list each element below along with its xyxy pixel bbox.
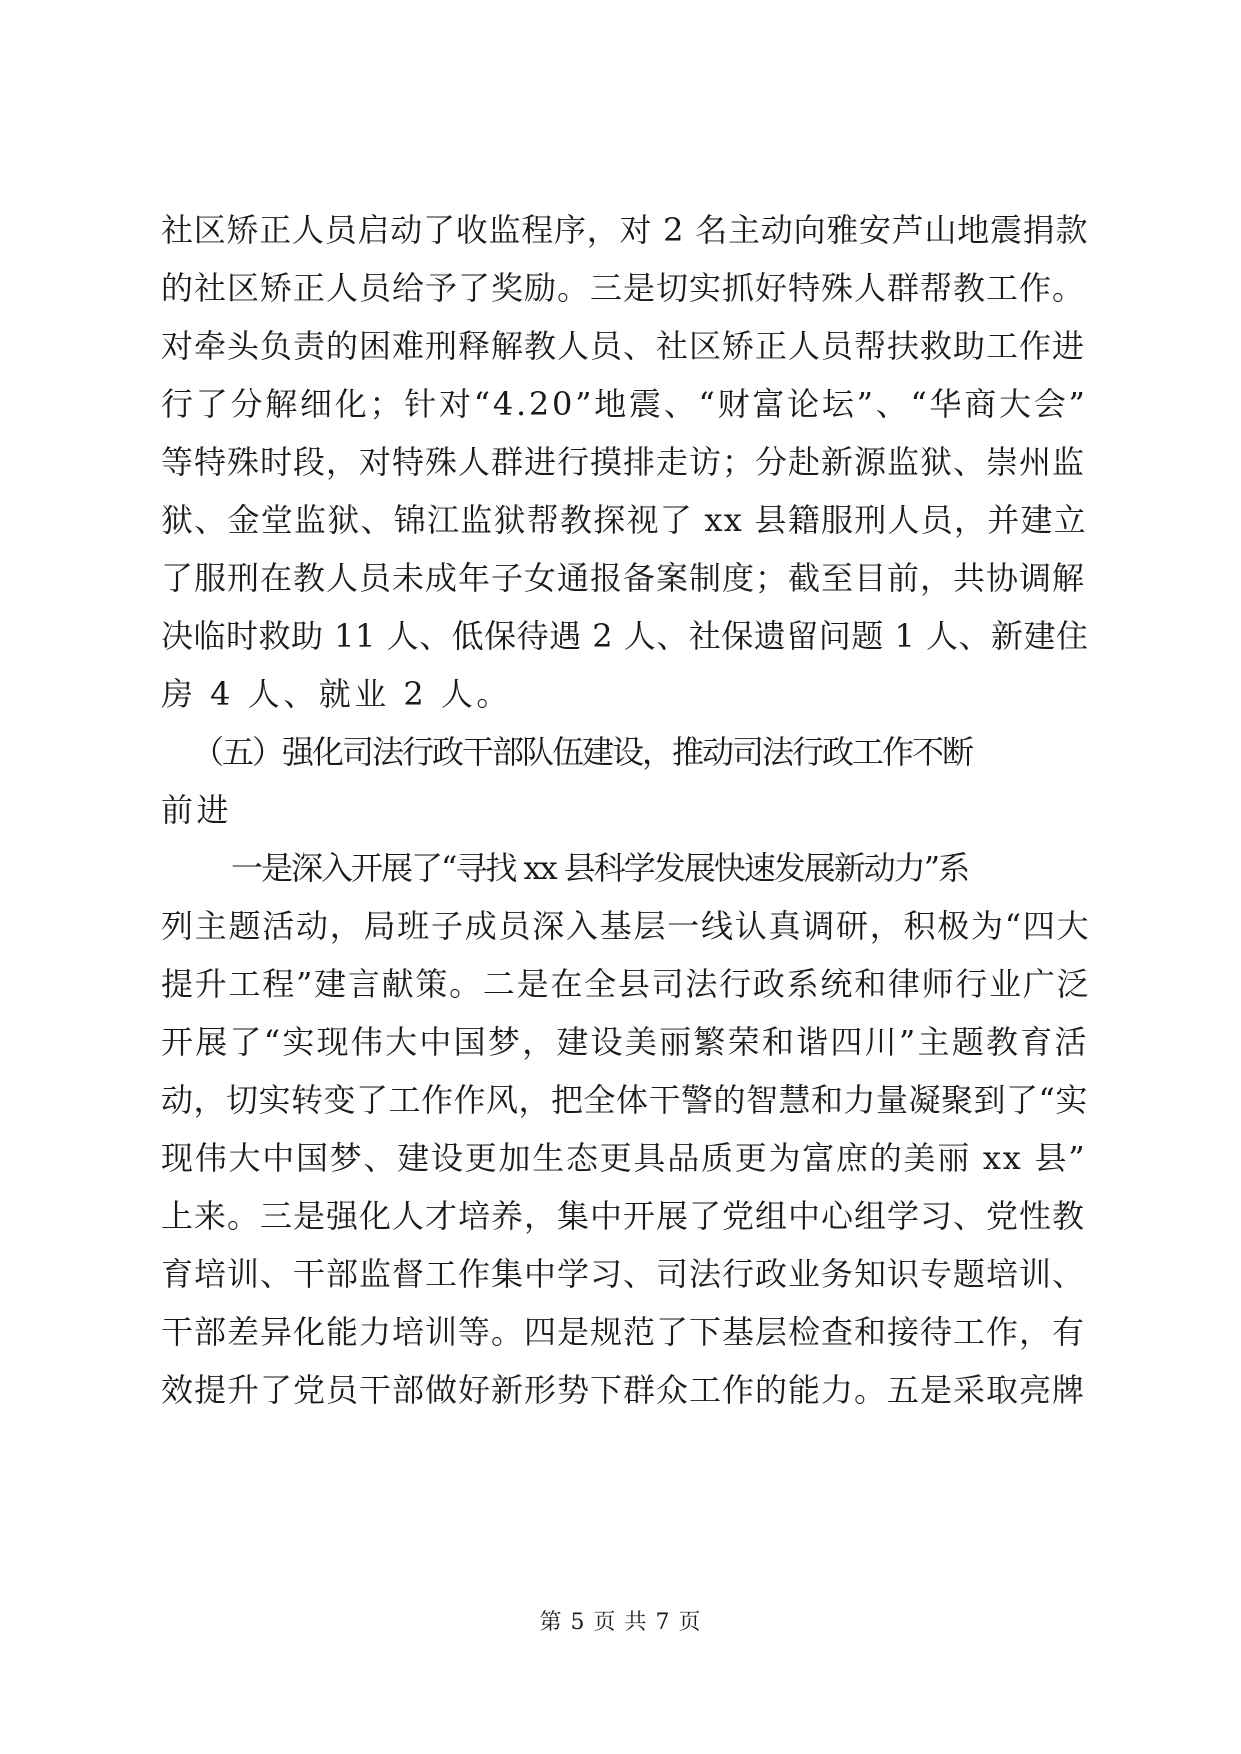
body-line-3: 对牵头负责的困难刑释解教人员、社区矫正人员帮扶救助工作进 <box>161 327 1086 365</box>
body-line-14: 提升工程”建言献策。二是在全县司法行政系统和律师行业广泛 <box>161 965 1091 1003</box>
body-line-17: 现伟大中国梦、建设更加生态更具品质更为富庶的美丽 xx 县” <box>161 1139 1087 1177</box>
page-number-footer: 第 5 页 共 7 页 <box>539 1610 702 1635</box>
body-line-19: 育培训、干部监督工作集中学习、司法行政业务知识专题培训、 <box>161 1255 1086 1293</box>
paragraph-first-line: 一是深入开展了“寻找 xx 县科学发展快速发展新动力”系 <box>231 849 969 887</box>
body-line-2: 的社区矫正人员给予了奖励。三是切实抓好特殊人群帮教工作。 <box>161 269 1086 307</box>
body-line-20: 干部差异化能力培训等。四是规范了下基层检查和接待工作，有 <box>161 1313 1086 1351</box>
body-line-15: 开展了“实现伟大中国梦，建设美丽繁荣和谐四川”主题教育活 <box>161 1023 1089 1061</box>
body-line-8: 决临时救助 11 人、低保待遇 2 人、社保遗留问题 1 人、新建住 <box>161 617 1089 655</box>
body-line-21: 效提升了党员干部做好新形势下群众工作的能力。五是采取亮牌 <box>161 1371 1086 1409</box>
body-line-13: 列主题活动，局班子成员深入基层一线认真调研，积极为“四大 <box>161 907 1091 945</box>
body-line-6: 狱、金堂监狱、锦江监狱帮教探视了 xx 县籍服刑人员，并建立 <box>161 501 1087 539</box>
section-heading-continuation: 前进 <box>161 791 233 829</box>
section-heading: （五）强化司法行政干部队伍建设，推动司法行政工作不断 <box>192 733 973 771</box>
body-line-4: 行了分解细化；针对“4.20”地震、“财富论坛”、“华商大会” <box>161 385 1088 423</box>
body-line-7: 了服刑在教人员未成年子女通报备案制度；截至目前，共协调解 <box>161 559 1086 597</box>
body-line-18: 上来。三是强化人才培养，集中开展了党组中心组学习、党性教 <box>161 1197 1086 1235</box>
body-line-5: 等特殊时段，对特殊人群进行摸排走访；分赴新源监狱、崇州监 <box>161 443 1086 481</box>
body-line-16: 动，切实转变了工作作风，把全体干警的智慧和力量凝聚到了“实 <box>161 1081 1088 1119</box>
body-line-9: 房 4 人、就业 2 人。 <box>161 675 512 713</box>
body-line-1: 社区矫正人员启动了收监程序，对 2 名主动向雅安芦山地震捐款 <box>161 211 1089 249</box>
